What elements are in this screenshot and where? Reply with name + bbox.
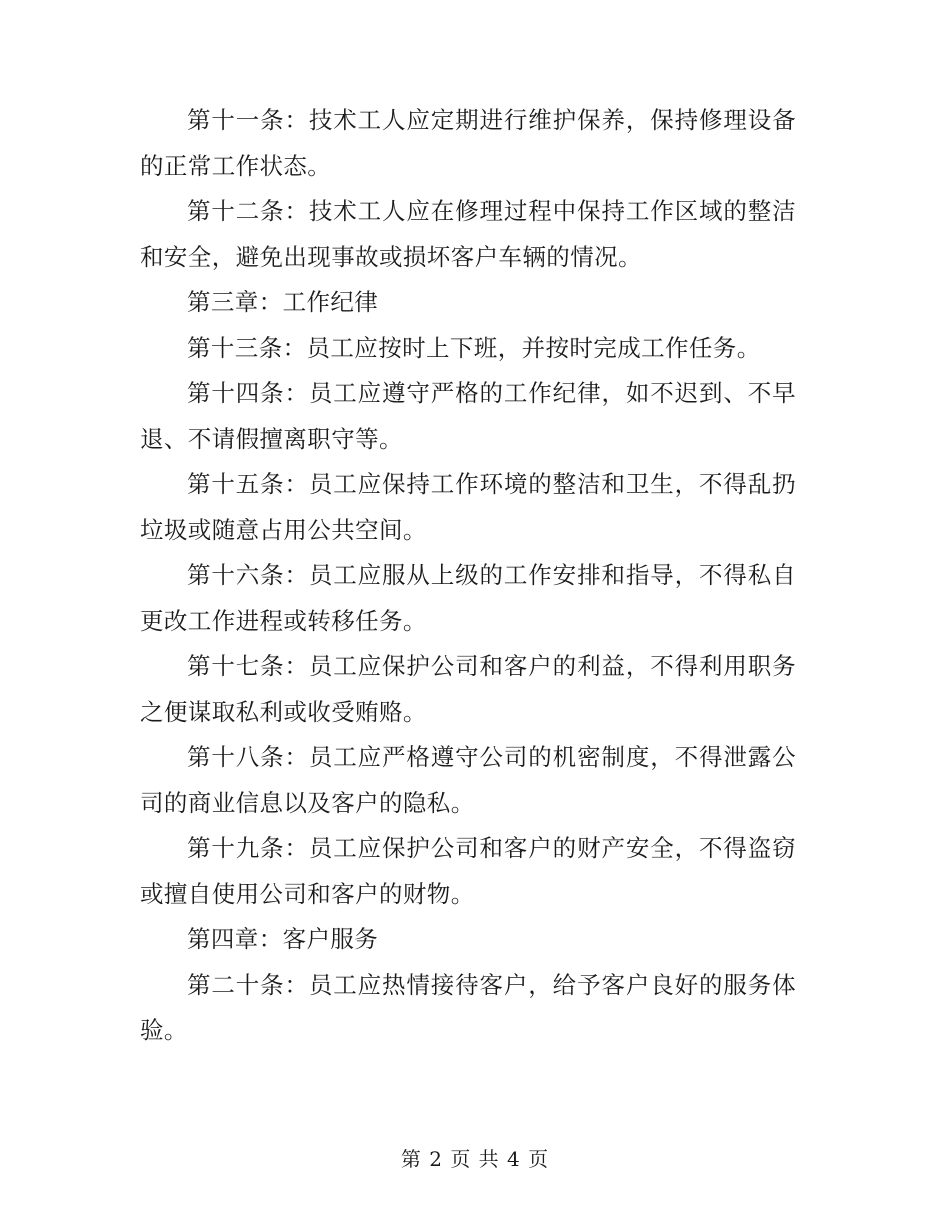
paragraph-article-17: 第十七条：员工应保护公司和客户的利益，不得利用职务之便谋取私利或收受贿赂。 — [140, 652, 796, 726]
page-footer — [0, 1145, 950, 1173]
paragraph-article-19: 第十九条：员工应保护公司和客户的财产安全，不得盗窃或擅自使用公司和客户的财物。 — [140, 834, 796, 908]
chapter-heading-4: 第四章：客户服务 — [187, 925, 379, 953]
paragraph-article-20: 第二十条：员工应热情接待客户，给予客户良好的服务体验。 — [140, 970, 796, 1044]
paragraph-article-16: 第十六条：员工应服从上级的工作安排和指导，不得私自更改工作进程或转移任务。 — [140, 561, 796, 635]
paragraph-article-15: 第十五条：员工应保持工作环境的整洁和卫生，不得乱扔垃圾或随意占用公共空间。 — [140, 470, 796, 544]
chapter-heading-3: 第三章：工作纪律 — [187, 288, 379, 316]
page-number: 第 2 页 共 4 页 — [400, 1147, 550, 1171]
paragraph-article-12: 第十二条：技术工人应在修理过程中保持工作区域的整洁和安全，避免出现事故或损坏客户车辆的情况。 — [140, 197, 796, 271]
paragraph-article-13: 第十三条：员工应按时上下班，并按时完成工作任务。 — [187, 333, 761, 362]
paragraph-article-18: 第十八条：员工应严格遵守公司的机密制度，不得泄露公司的商业信息以及客户的隐私。 — [140, 743, 796, 817]
document-body — [140, 98, 796, 1054]
paragraph-article-14: 第十四条：员工应遵守严格的工作纪律，如不迟到、不早退、不请假擅离职守等。 — [140, 379, 796, 453]
paragraph-article-11: 第十一条：技术工人应定期进行维护保养，保持修理设备的正常工作状态。 — [140, 106, 796, 180]
